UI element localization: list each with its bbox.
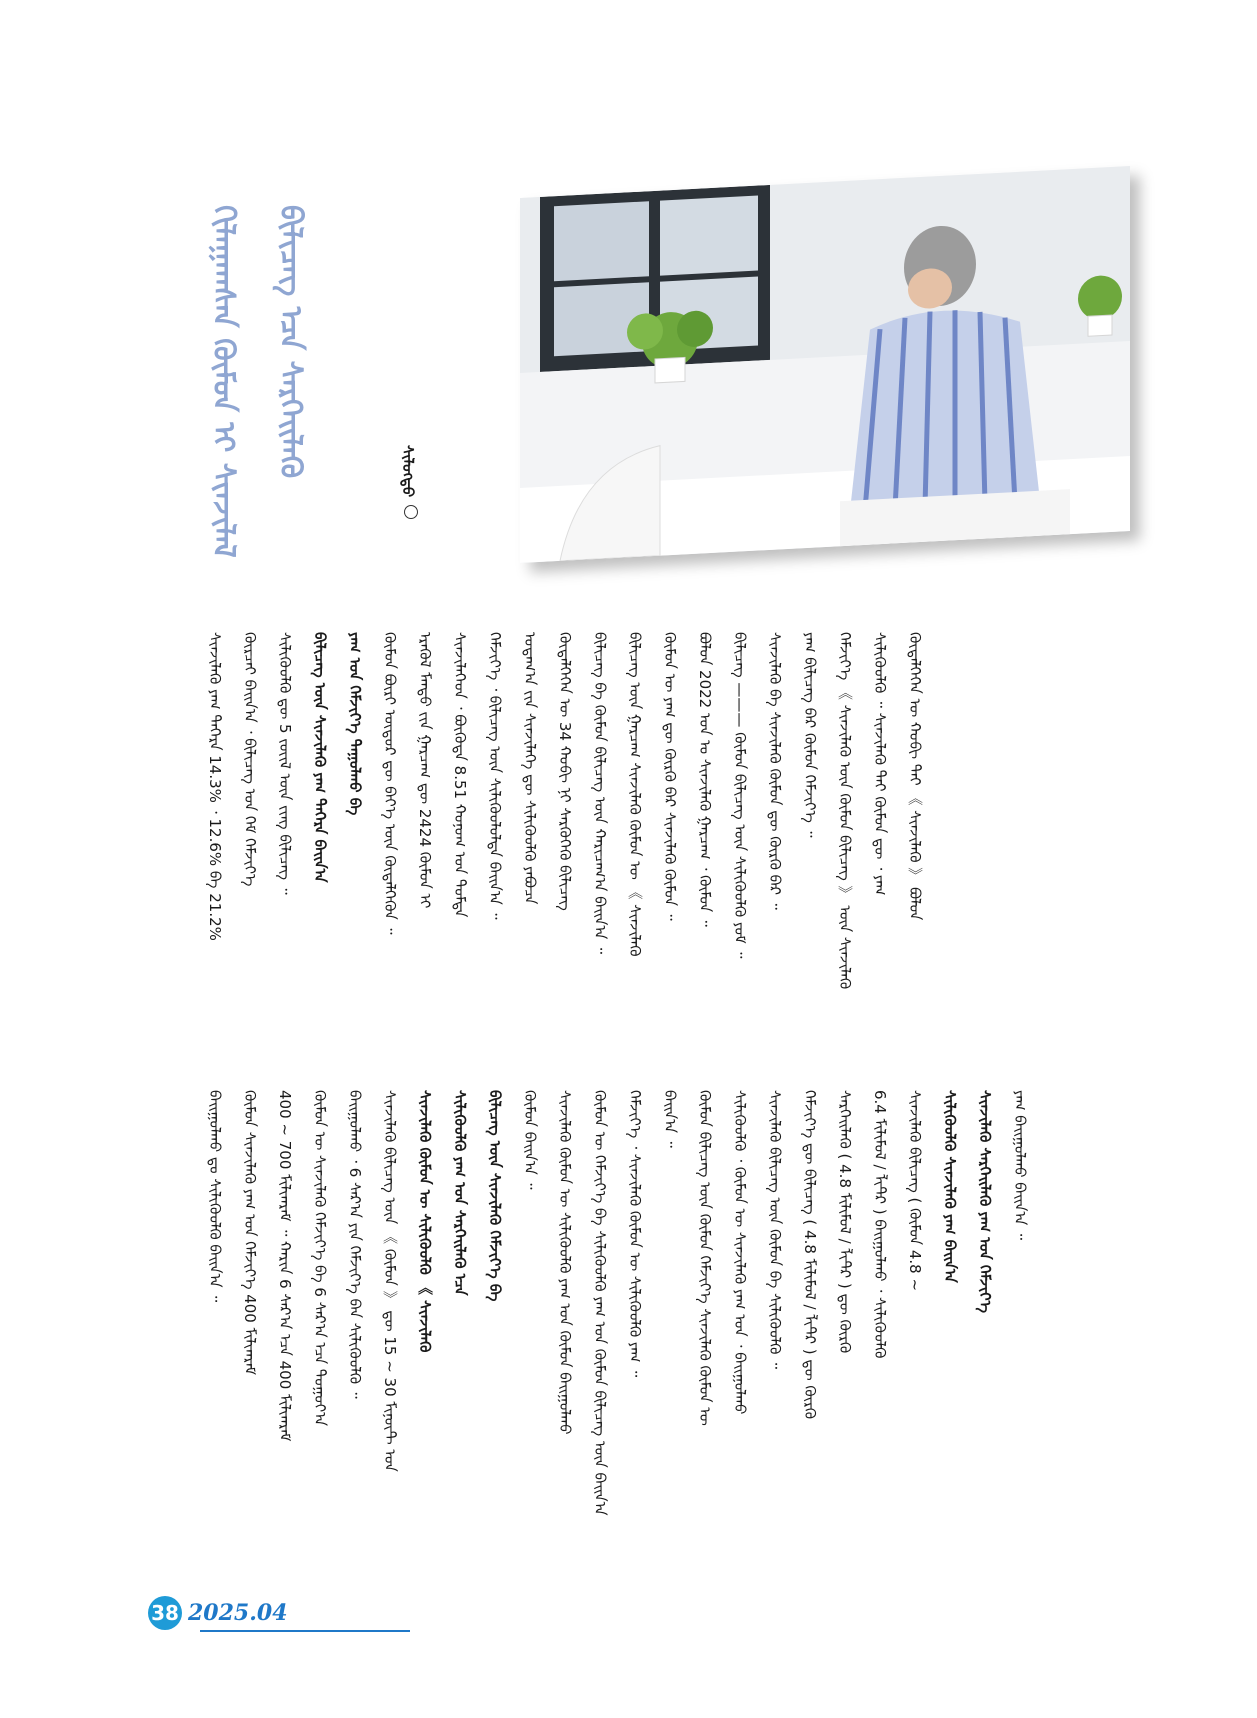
folio <box>148 1596 288 1630</box>
text-column: ᠬᠦᠷᠴᠡᠢ ᠪᠠᠢᠨ᠎ᠠ ᠂ ᠪᠢᠯᠢᠴᠡᠭ ᠤᠨ ᠬᠡᠮ ᠬᠡᠮᠵᠢᠶ᠎ᠡ <box>241 632 259 887</box>
text-column: ᠡᠷᠡᠭᠦᠯ ᠮᠡᠨᠳᠦ ᠵᠢᠨ ᠭᠠᠷᠴᠠᠭ ᠳᠦ 2424 ᠬᠦᠮᠦᠨ ᠢ <box>416 632 434 909</box>
text-column: ᠬᠡᠮᠵᠢᠶ᠎ᠡ ᠂ ᠪᠢᠯᠢᠴᠡᠭ ᠦᠨ ᠰᠢᠯᠢᠭᠦᠦᠯᠦᠯᠲᠡ ᠪᠠᠢᠨ᠎ᠠ ᠃ <box>486 632 504 920</box>
title-line-2: ᠪᠢᠯᠢᠴᠡᠭ ᠡᠴᠡ ᠰᠡᠷᠭᠡᠢᠯᠡᠬᠦ <box>273 205 308 479</box>
text-column: ᠬᠦᠮᠦᠨ ᠦ ᠶᠠᠭ ᠳᠦ ᠬᠦᠷᠬᠦ ᠪᠠᠷ ᠰᠢᠨᠵᠢᠯᠡᠬᠦ ᠬᠦᠮᠦᠨ ᠃ <box>661 632 679 921</box>
text-column: ᠰᠢᠨᠵᠢᠯᠡᠭᠡᠳ ᠂ ᠪᠦᠭᠦᠳᠡ 8.51 ᠬᠣᠨᠤᠭ ᠤᠨ ᠳᠤᠮᠳᠠ <box>451 632 469 918</box>
text-column: ᠪᠠᠢᠭᠤᠯᠬᠤ ᠂ 6 ᠰᠠᠷ᠎ᠠ ᠶᠢᠨ ᠬᠡᠮᠵᠢᠶ᠎ᠡ ᠪᠡᠨ ᠰᠢᠯᠢᠭᠦᠦᠯᠬᠦ ᠃ <box>346 1090 364 1399</box>
text-column: ᠰᠡᠷᠭᠡᠢᠯᠡᠬᠦ ( 4.8 ᠮᠢᠯᠢᠮᠣᠯ / ᠯᠢᠲ᠋ᠷ ) ᠳᠦ ᠬᠦᠷᠬᠦ <box>836 1090 854 1354</box>
text-column: ᠬᠦᠮᠦᠨ ᠦ ᠬᠡᠮᠵᠢᠶ᠎ᠡ ᠪᠠ ᠰᠢᠯᠢᠭᠦᠦᠯᠬᠦ ᠶᠠᠭ ᠤᠨ ᠬᠦᠮᠦᠨ ᠪᠢᠯᠢᠴᠡᠭ ᠦᠨ ᠪᠠᠢᠨ᠎ᠠ <box>591 1090 609 1516</box>
text-column: ᠬᠦᠮᠦᠨ ᠪᠠᠢᠨ᠎ᠠ ᠃ <box>521 1090 539 1190</box>
text-column: ᠬᠦᠳᠡᠯᠭᠡᠭᠡᠨ ᠦ 34 ᠬᠤᠪᠢ ᠨᠢ ᠰᠡᠷᠭᠦᠭᠡᠬᠦ ᠪᠢᠯᠢᠴᠡᠭ <box>556 632 574 911</box>
issue-date: 2025.04 <box>188 1600 288 1626</box>
text-column: ᠪᠠᠢᠨ᠎ᠠ ᠃ <box>661 1090 679 1148</box>
text-column: ᠶᠠᠭ ᠤᠨ ᠬᠡᠮᠵᠢᠶ᠎ᠡ ᠳᠠᠭᠤᠯᠬᠤ ᠪᠠ <box>346 632 364 816</box>
text-column: ᠬᠦᠮᠦᠨ ᠰᠢᠨᠵᠢᠯᠡᠬᠦ ᠶᠠᠭ ᠤᠨ ᠬᠡᠮᠵᠢᠶ᠎ᠡ 400 ᠮᠢᠯᠢᠭᠷᠠᠮ <box>241 1090 259 1376</box>
article-photo <box>520 166 1130 563</box>
text-column: ᠰᠢᠨᠵᠢᠯᠡᠬᠦ ᠰᠡᠷᠭᠡᠢᠯᠡᠬᠦ ᠶᠠᠭ ᠤᠨ ᠬᠡᠮᠵᠢᠶ᠎ᠡ <box>976 1090 994 1314</box>
text-column: ᠰᠢᠯᠢᠭᠦᠦᠯᠬᠦ ᠰᠢᠨᠵᠢᠯᠡᠬᠦ ᠶᠠᠭ ᠪᠠᠢᠨ᠎ᠠ <box>941 1090 959 1283</box>
text-column: ᠰᠢᠯᠢᠭᠦᠦᠯᠬᠦ ᠂ ᠬᠦᠮᠦᠨ ᠦ ᠰᠢᠨᠵᠢᠯᠡᠬᠦ ᠶᠠᠭ ᠤᠨ ᠂ ᠪᠠᠢᠭᠤᠯᠬᠤ <box>731 1090 749 1415</box>
article-title <box>205 205 325 565</box>
author-name: ᠰᠢᠯᠦᠭᠲᠦ <box>399 445 417 498</box>
body-text-lower <box>198 1090 1037 1590</box>
text-column: ᠬᠡᠮᠵᠢᠶ᠎ᠡ ᠂ ᠰᠢᠨᠵᠢᠯᠡᠬᠦ ᠬᠦᠮᠦᠨ ᠦ ᠰᠢᠯᠢᠭᠦᠦᠯᠬᠦ ᠶᠠᠭ ᠃ <box>626 1090 644 1378</box>
byline-circle-icon <box>404 505 418 519</box>
text-column: ᠬᠦᠮᠦᠨ ᠦ ᠰᠢᠨᠵᠢᠯᠡᠬᠦ ᠬᠡᠮᠵᠢᠶ᠎ᠡ ᠪᠠ 6 ᠰᠠᠷ᠎ᠠ ᠡᠴᠡ ᠳᠤᠭᠤᠶ᠎ᠠ <box>311 1090 329 1427</box>
body-text-upper <box>198 632 932 1064</box>
text-column: ᠶᠠᠭ ᠪᠢᠯᠢᠴᠡᠭ ᠪᠠᠷ ᠬᠦᠮᠦᠨ ᠬᠡᠮᠵᠢᠶ᠎ᠡ ᠃ <box>801 632 819 838</box>
text-column: ᠰᠢᠨᠵᠢᠯᠡᠬᠦ ᠬᠦᠮᠦᠨ ᠦ ᠰᠢᠯᠢᠭᠦᠦᠯᠬᠦ ᠶᠠᠭ ᠤᠨ ᠬᠦᠮᠦᠨ ᠪᠠᠢᠭᠤᠯᠬᠤ <box>556 1090 574 1435</box>
text-column: ᠬᠦᠮᠦᠨ ᠪᠢᠯᠢᠴᠡᠭ ᠦᠨ ᠬᠦᠮᠦᠨ ᠬᠡᠮᠵᠢᠶ᠎ᠡ ᠰᠢᠨᠵᠢᠯᠡᠬᠦ ᠬᠦᠮᠦᠨ ᠦ <box>696 1090 714 1426</box>
text-column: ᠬᠦᠮᠦᠨ ᠪᠦᠷᠢ ᠦᠳᠦᠷ ᠳᠦ ᠪᠡᠶ᠎ᠡ ᠦᠨ ᠬᠦᠳᠡᠯᠬᠡᠬᠦᠨ ᠃ <box>381 632 399 935</box>
text-column: ᠪᠣᠯᠤᠨ 2022 ᠣᠨ ᠤ ᠰᠢᠨᠵᠢᠯᠡᠬᠦ ᠭᠠᠷᠴᠠᠭ ᠂ ᠬᠦᠮᠦᠨ ᠃ <box>696 632 714 927</box>
text-column: ᠰᠢᠨᠵᠢᠯᠡᠬᠦ ᠪᠢᠯᠢᠴᠡᠭ ᠦᠨ ᠬᠦᠮᠦᠨ ᠪᠠ ᠰᠢᠯᠢᠭᠦᠦᠯᠬᠦ ᠃ <box>766 1090 784 1370</box>
text-column: ᠪᠠᠢᠭᠤᠯᠬᠤ ᠳᠤ ᠰᠢᠯᠢᠭᠦᠦᠯᠬᠦ ᠪᠠᠢᠨ᠎ᠠ ᠃ <box>206 1090 224 1303</box>
text-column: ᠤᠳᠠᠭ᠎ᠠ ᠵᠢᠨ ᠰᠢᠨᠵᠢᠯᠡᠭᠡ ᠳᠦ ᠰᠢᠯᠢᠭᠦᠦᠯᠬᠦ ᠶᠠᠪᠤᠴᠠ <box>521 632 539 905</box>
text-column: ᠬᠡᠮᠵᠢᠶ᠎ᠡ ᠳᠦ ᠪᠢᠯᠢᠴᠡᠭ ( 4.8 ᠮᠢᠯᠢᠮᠣᠯ / ᠯᠢᠲ᠋ᠷ ) ᠳᠦ ᠬᠦᠷᠬᠦ <box>801 1090 819 1420</box>
photo-illustration <box>520 166 1130 563</box>
author-byline <box>398 445 424 519</box>
text-column: ᠰᠢᠨᠵᠢᠯᠡᠬᠦ ᠪᠢᠯᠢᠴᠡᠭ ᠦᠨ 《 ᠬᠦᠮᠦᠨ 》 ᠳᠦ 15 ~ 30 ᠮᠢᠨᠦ᠋ᠲ ᠤᠨ <box>381 1090 399 1472</box>
text-column: ᠰᠢᠨᠵᠢᠯᠡᠬᠦ ᠪᠠ ᠰᠢᠨᠵᠢᠯᠡᠬᠦ ᠬᠦᠮᠦᠨ ᠳᠦ ᠬᠦᠷᠬᠦ ᠪᠠᠷ ᠃ <box>766 632 784 910</box>
title-line-1: ᠭᠢᠯᠠᠭᠠᠭᠰᠠᠨ ᠬᠦᠮᠦᠨ ᠢ ᠰᠢᠨᠵᠢᠯᠡᠯ <box>206 205 241 558</box>
text-column: ᠪᠢᠯᠢᠴᠡᠭ ᠪᠠ ᠬᠦᠮᠦᠨ ᠪᠢᠯᠢᠴᠡᠭ ᠦᠨ ᠬᠠᠷᠢᠴᠠᠭ᠎ᠠ ᠪᠠᠢᠨ᠎ᠠ ᠃ <box>591 632 609 954</box>
folio-rule <box>200 1630 410 1632</box>
text-column: ᠰᠢᠯᠢᠭᠦᠦᠯᠬᠦ ᠶᠠᠭ ᠤᠨ ᠰᠡᠷᠭᠡᠢᠯᠡᠬᠦ ᠡᠴᠡ <box>451 1090 469 1296</box>
text-column: ᠪᠢᠯᠢᠴᠡᠭ ——— ᠬᠦᠮᠦᠨ ᠪᠢᠯᠢᠴᠡᠭ ᠦᠨ ᠰᠢᠯᠢᠭᠦᠦᠯᠬᠦ ᠶᠤᠮ ᠃ <box>731 632 749 959</box>
text-column: 6.4 ᠮᠢᠯᠢᠮᠣᠯ / ᠯᠢᠲ᠋ᠷ ) ᠪᠠᠢᠭᠤᠯᠬᠤ ᠂ ᠰᠢᠯᠢᠭᠦᠦᠯᠬᠦ <box>871 1090 889 1359</box>
text-column: ᠪᠢᠯᠢᠴᠡᠭ ᠦᠨ ᠰᠢᠨᠵᠢᠯᠡᠬᠦ ᠶᠠᠭ ᠲᠡᠭᠡᠷᠡ ᠪᠠᠢᠨ᠎ᠠ <box>311 632 329 883</box>
text-column: ᠰᠢᠨᠵᠢᠯᠡᠬᠦ ᠶᠠᠭ ᠳᠡᠭᠡᠷᠡ 14.3% ᠂ 12.6% ᠪᠠ 21.2% <box>206 632 224 941</box>
page-number: 38 <box>148 1596 182 1630</box>
text-column: ᠬᠡᠮᠵᠢᠶ᠎ᠡ 《 ᠰᠢᠨᠵᠢᠯᠡᠬᠦ ᠦᠨ ᠬᠦᠮᠦᠨ ᠪᠢᠯᠢᠴᠡᠭ 》 ᠦᠨ ᠰᠢᠨᠵᠢᠯᠡᠬᠦ <box>836 632 854 990</box>
text-column: ᠰᠢᠯᠢᠭᠦᠦᠯᠬᠦ ᠳᠦ 5 ᠵᠦᠢᠯ ᠦᠨ ᠵᠢᠩ ᠪᠢᠯᠢᠴᠡᠭ ᠃ <box>276 632 294 895</box>
text-column: 400 ~ 700 ᠮᠢᠯᠢᠭᠷᠠᠮ ᠃ ᠬᠠᠷᠢᠨ 6 ᠰᠠᠷ᠎ᠠ ᠡᠴᠡ 400 ᠮᠢᠯᠢᠭᠷᠠᠮ <box>276 1090 294 1442</box>
text-column: ᠰᠢᠨᠵᠢᠯᠡᠬᠦ ᠬᠦᠮᠦᠨ ᠦ ᠰᠢᠯᠢᠭᠦᠦᠯᠬᠦ 《 ᠰᠢᠨᠵᠢᠯᠡᠬᠦ <box>416 1090 434 1353</box>
text-column: ᠰᠢᠨᠵᠢᠯᠡᠬᠦ ᠪᠢᠯᠢᠴᠡᠭ ( ᠬᠦᠮᠦᠨ 4.8 ~ <box>906 1090 924 1292</box>
text-column: ᠪᠢᠯᠢᠴᠡᠭ ᠦᠨ ᠰᠢᠨᠵᠢᠯᠡᠬᠦ ᠬᠡᠮᠵᠢᠶ᠎ᠡ ᠪᠠ <box>486 1090 504 1302</box>
text-column: ᠶᠠᠭ ᠪᠠᠢᠭᠤᠯᠬᠤ ᠪᠠᠢᠨ᠎ᠠ ᠃ <box>1011 1090 1029 1240</box>
text-column: ᠬᠦᠳᠡᠯᠭᠡᠭᠡᠨ ᠦ ᠬᠤᠪᠢ ᠲᠠᠢ 《 ᠰᠢᠨᠵᠢᠯᠡᠬᠦ 》 ᠪᠣᠯᠤᠨ <box>906 632 924 921</box>
text-column: ᠪᠢᠯᠢᠴᠡᠭ ᠦᠨ ᠭᠠᠷᠴᠠᠭ ᠰᠢᠨᠵᠢᠯᠡᠬᠦ ᠬᠦᠮᠦᠨ ᠦ 《 ᠰᠢᠨᠵᠢᠯᠡᠬᠦ <box>626 632 644 957</box>
text-column: ᠰᠢᠯᠢᠭᠦᠦᠯᠬᠦ ᠃ ᠰᠢᠨᠵᠢᠯᠡᠬᠦ ᠲᠠᠢ ᠬᠦᠮᠦᠨ ᠳᠦ ᠂ ᠶᠠᠭ <box>871 632 889 896</box>
